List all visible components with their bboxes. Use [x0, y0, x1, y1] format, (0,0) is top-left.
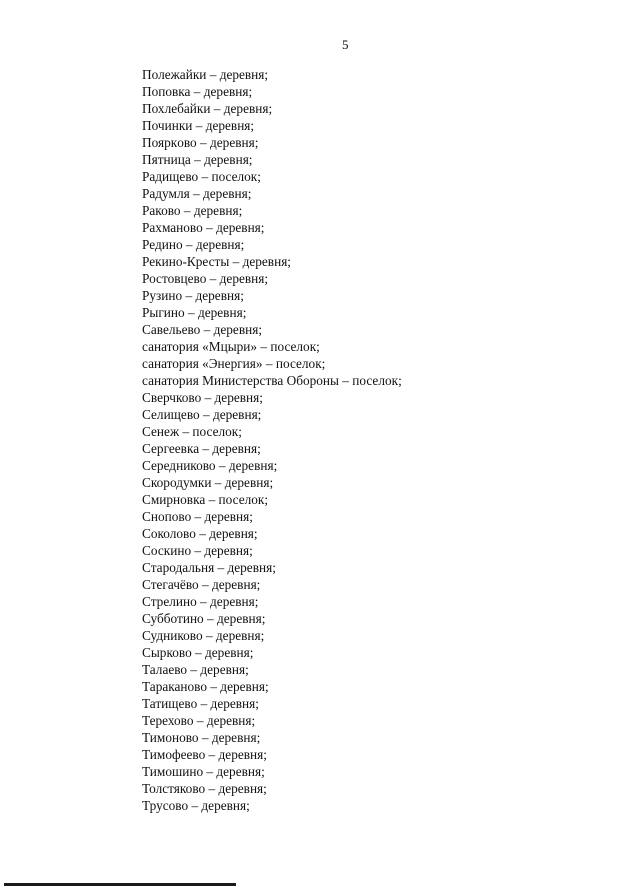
list-item: Радищево – поселок;: [142, 169, 261, 184]
list-item: Стрелино – деревня;: [142, 594, 259, 609]
list-item: Поповка – деревня;: [142, 84, 253, 99]
list-item: Соскино – деревня;: [142, 543, 253, 558]
list-item: Радумля – деревня;: [142, 186, 252, 201]
bottom-divider: [4, 883, 236, 886]
list-item: Тимошино – деревня;: [142, 764, 265, 779]
list-item: Снопово – деревня;: [142, 509, 253, 524]
list-item: Савельево – деревня;: [142, 322, 263, 337]
list-item: Сверчково – деревня;: [142, 390, 263, 405]
list-item: Рахманово – деревня;: [142, 220, 265, 235]
list-item: Соколово – деревня;: [142, 526, 258, 541]
settlement-list: [142, 66, 402, 814]
list-item: санатория «Мцыри» – поселок;: [142, 339, 320, 354]
list-item: Судниково – деревня;: [142, 628, 265, 643]
list-item: Рузино – деревня;: [142, 288, 244, 303]
list-item: Тимофеево – деревня;: [142, 747, 267, 762]
list-item: Пятница – деревня;: [142, 152, 253, 167]
list-item: Терехово – деревня;: [142, 713, 256, 728]
list-item: Редино – деревня;: [142, 237, 245, 252]
list-item: Татищево – деревня;: [142, 696, 259, 711]
list-item: Смирновка – поселок;: [142, 492, 269, 507]
list-item: Тимоново – деревня;: [142, 730, 261, 745]
list-item: Селищево – деревня;: [142, 407, 262, 422]
list-item: Толстяково – деревня;: [142, 781, 267, 796]
list-item: Талаево – деревня;: [142, 662, 249, 677]
list-item: Ростовцево – деревня;: [142, 271, 269, 286]
list-item: Сырково – деревня;: [142, 645, 254, 660]
list-item: Сенеж – поселок;: [142, 424, 242, 439]
list-item: Рекино-Кресты – деревня;: [142, 254, 292, 269]
list-item: Трусово – деревня;: [142, 798, 250, 813]
list-item: Стародальня – деревня;: [142, 560, 276, 575]
list-item: Раково – деревня;: [142, 203, 243, 218]
list-item: Стегачёво – деревня;: [142, 577, 261, 592]
list-item: Рыгино – деревня;: [142, 305, 247, 320]
list-item: Пояркoво – деревня;: [142, 135, 259, 150]
list-item: Субботино – деревня;: [142, 611, 266, 626]
list-item: санатория Министерства Обороны – поселок;: [142, 373, 402, 388]
list-item: Полежайки – деревня;: [142, 67, 269, 82]
list-item: Тараканово – деревня;: [142, 679, 269, 694]
list-item: Починки – деревня;: [142, 118, 255, 133]
page-number: 5: [342, 37, 349, 52]
list-item: Скородумки – деревня;: [142, 475, 274, 490]
list-item: санатория «Энергия» – поселок;: [142, 356, 326, 371]
list-item: Середниково – деревня;: [142, 458, 278, 473]
list-item: Сергеевка – деревня;: [142, 441, 261, 456]
list-item: Похлебайки – деревня;: [142, 101, 273, 116]
